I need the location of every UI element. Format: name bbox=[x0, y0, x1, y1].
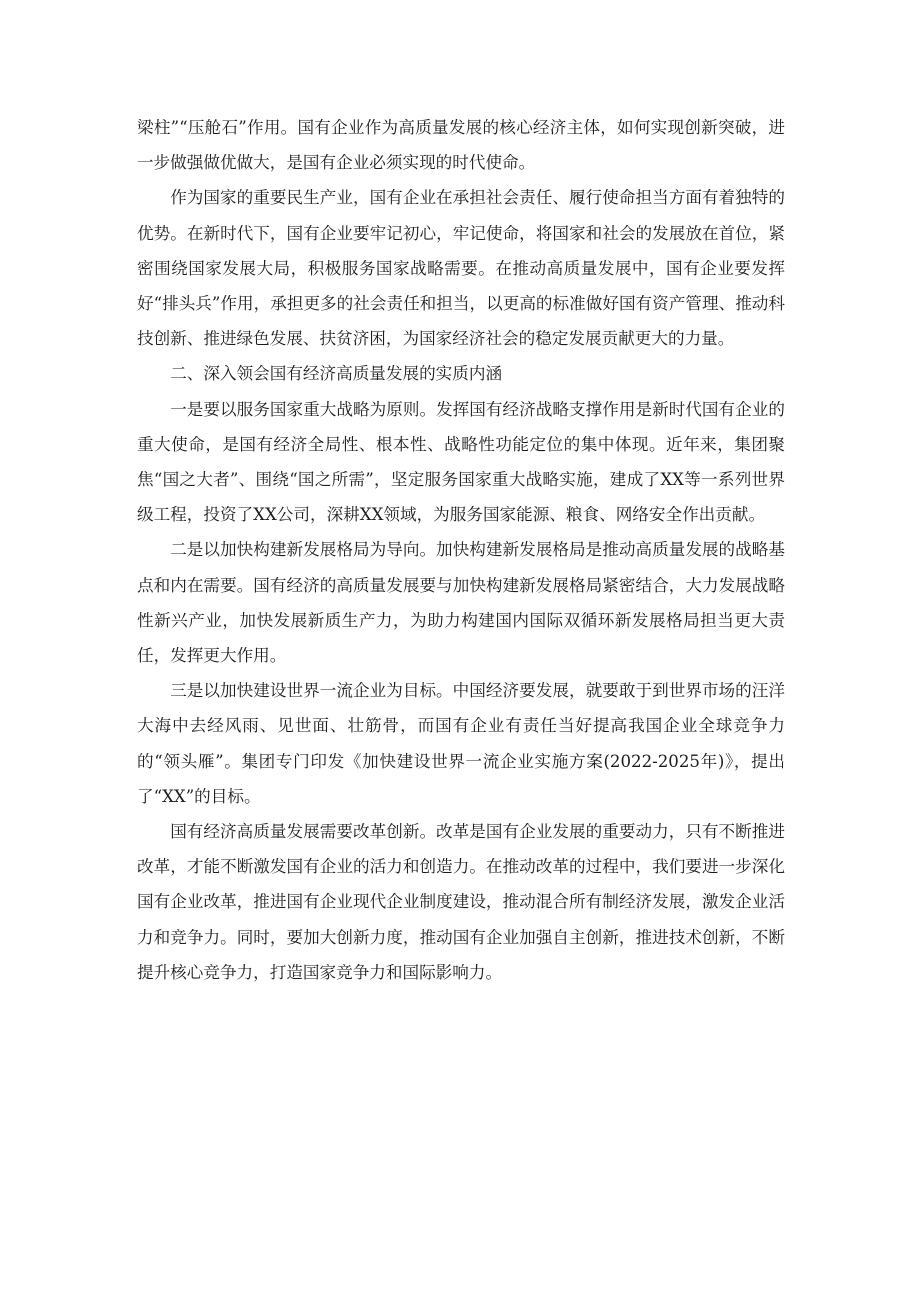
paragraph-social-responsibility: 作为国家的重要民生产业，国有企业在承担社会责任、履行使命担当方面有着独特的优势。在新时代下，国有企业要牢记初心，牢记使命，将国家和社会的发展放在首位，紧密围绕国家发展大局，积极服务国家战略需要。在推动高质量发展中，国有企业要发挥好“排头兵”作用，承担更多的社会责任和担当，以更高的标准做好国有资产管理、推动科技创新、推进绿色发展、扶贫济困，为国家经济社会的稳定发展贡献更大的力量。 bbox=[137, 188, 785, 349]
paragraph-development-pattern: 二是以加快构建新发展格局为导向。加快构建新发展格局是推动高质量发展的战略基点和内在需要。国有经济的高质量发展要与加快构建新发展格局紧密结合，大力发展战略性新兴产业，加快发展新质生产力，为助力构建国内国际双循环新发展格局担当更大责任，发挥更大作用。 bbox=[137, 540, 785, 666]
paragraph-reform-innovation: 国有经济高质量发展需要改革创新。改革是国有企业发展的重要动力，只有不断推进改革，才能不断激发国有企业的活力和创造力。在推动改革的过程中，我们要进一步深化国有企业改革，推进国有企业现代企业制度建设，推动混合所有制经济发展，激发企业活力和竞争力。同时，要加大创新力度，推动国有企业加强自主创新，推进技术创新，不断提升核心竞争力，打造国家竞争力和国际影响力。 bbox=[137, 822, 785, 982]
paragraph-continuation: 梁柱”“压舱石”作用。国有企业作为高质量发展的核心经济主体，如何实现创新突破，进一步做强做优做大，是国有企业必须实现的时代使命。 bbox=[137, 118, 785, 173]
document-body bbox=[137, 110, 785, 990]
paragraph-national-strategy: 一是要以服务国家重大战略为原则。发挥国有经济战略支撑作用是新时代国有企业的重大使命，是国有经济全局性、根本性、战略性功能定位的集中体现。近年来，集团聚焦“国之大者”、围绕“国之所需”，坚定服务国家重大战略实施，建成了XX等一系列世界级工程，投资了XX公司，深耕XX领域，为服务国家能源、粮食、网络安全作出贡献。 bbox=[137, 399, 785, 525]
section-heading: 二、深入领会国有经济高质量发展的实质内涵 bbox=[170, 364, 503, 384]
paragraph-world-class-enterprise: 三是以加快建设世界一流企业为目标。中国经济要发展，就要敢于到世界市场的汪洋大海中去经风雨、见世面、壮筋骨，而国有企业有责任当好提高我国企业全球竞争力的“领头雁”。集团专门印发《加快建设世界一流企业实施方案(2022-2025年)》，提出了“XX”的目标。 bbox=[137, 681, 785, 806]
